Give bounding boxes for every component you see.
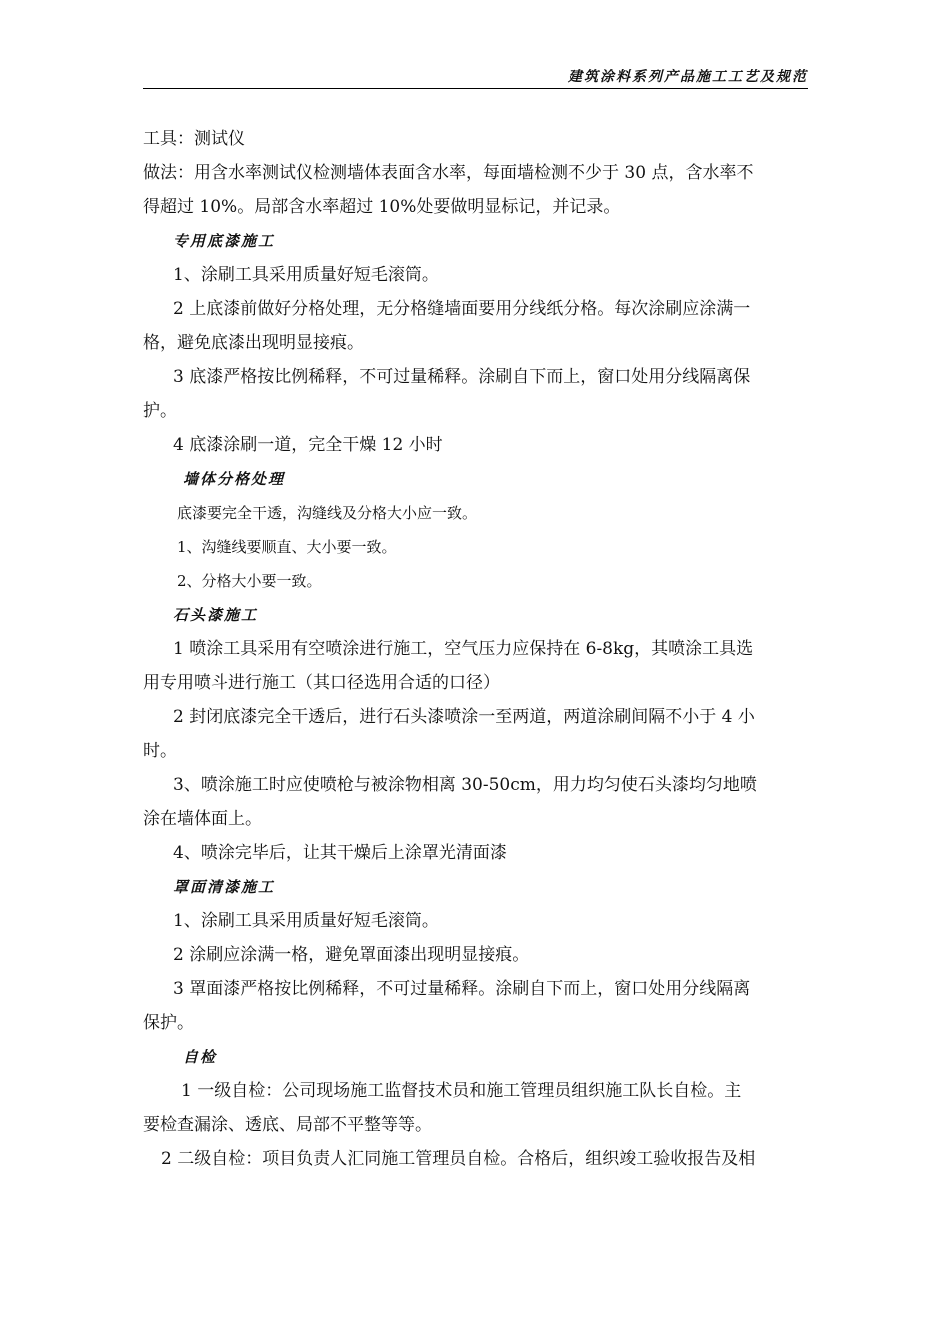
division-item-2: 2、分格大小要一致。 <box>177 572 322 590</box>
primer-item-1: 1、涂刷工具采用质量好短毛滚筒。 <box>173 265 439 285</box>
heading-division: 墙体分格处理 <box>183 470 286 488</box>
document-body <box>143 122 808 1176</box>
topcoat-item-2: 2 涂刷应涂满一格，避免罩面漆出现明显接痕。 <box>173 945 530 965</box>
topcoat-item-1: 1、涂刷工具采用质量好短毛滚筒。 <box>173 911 439 931</box>
heading-topcoat: 罩面清漆施工 <box>173 878 276 896</box>
tools-line: 工具：测试仪 <box>143 129 245 149</box>
header-rule <box>143 88 808 89</box>
stone-item-3a: 3、喷涂施工时应使喷枪与被涂物相离 30-50cm，用力均匀使石头漆均匀地喷 <box>173 775 757 795</box>
stone-item-4: 4、喷涂完毕后，让其干燥后上涂罩光清面漆 <box>173 843 507 863</box>
primer-item-3b: 护。 <box>143 401 177 421</box>
division-item-1: 1、沟缝线要顺直、大小要一致。 <box>177 538 397 556</box>
self-check-item-1a: 1 一级自检：公司现场施工监督技术员和施工管理员组织施工队长自检。主 <box>181 1081 742 1101</box>
method-line-1: 做法：用含水率测试仪检测墙体表面含水率，每面墙检测不少于 30 点，含水率不 <box>143 163 754 183</box>
primer-item-2b: 格，避免底漆出现明显接痕。 <box>143 333 364 353</box>
heading-stone: 石头漆施工 <box>173 606 259 624</box>
stone-item-1a: 1 喷涂工具采用有空喷涂进行施工，空气压力应保持在 6-8kg，其喷涂工具选 <box>173 639 754 659</box>
primer-item-3a: 3 底漆严格按比例稀释，不可过量稀释。涂刷自下而上，窗口处用分线隔离保 <box>173 367 751 387</box>
topcoat-item-3b: 保护。 <box>143 1013 194 1033</box>
running-header: 建筑涂料系列产品施工工艺及规范 <box>568 69 808 85</box>
self-check-item-1b: 要检查漏涂、透底、局部不平整等等。 <box>143 1115 432 1135</box>
stone-item-1b: 用专用喷斗进行施工（其口径选用合适的口径） <box>143 673 500 693</box>
division-intro: 底漆要完全干透，沟缝线及分格大小应一致。 <box>177 504 478 522</box>
primer-item-4: 4 底漆涂刷一道，完全干燥 12 小时 <box>173 435 443 455</box>
stone-item-3b: 涂在墙体面上。 <box>143 809 262 829</box>
primer-item-2a: 2 上底漆前做好分格处理，无分格缝墙面要用分线纸分格。每次涂刷应涂满一 <box>173 299 751 319</box>
stone-item-2b: 时。 <box>143 741 177 761</box>
topcoat-item-3a: 3 罩面漆严格按比例稀释，不可过量稀释。涂刷自下而上，窗口处用分线隔离 <box>173 979 751 999</box>
stone-item-2a: 2 封闭底漆完全干透后，进行石头漆喷涂一至两道，两道涂刷间隔不小于 4 小 <box>173 707 755 727</box>
self-check-item-2a: 2 二级自检：项目负责人汇同施工管理员自检。合格后，组织竣工验收报告及相 <box>161 1149 756 1169</box>
method-line-2: 得超过 10%。局部含水率超过 10%处要做明显标记，并记录。 <box>143 197 621 217</box>
heading-self-check: 自检 <box>183 1048 218 1066</box>
heading-primer: 专用底漆施工 <box>173 232 276 250</box>
